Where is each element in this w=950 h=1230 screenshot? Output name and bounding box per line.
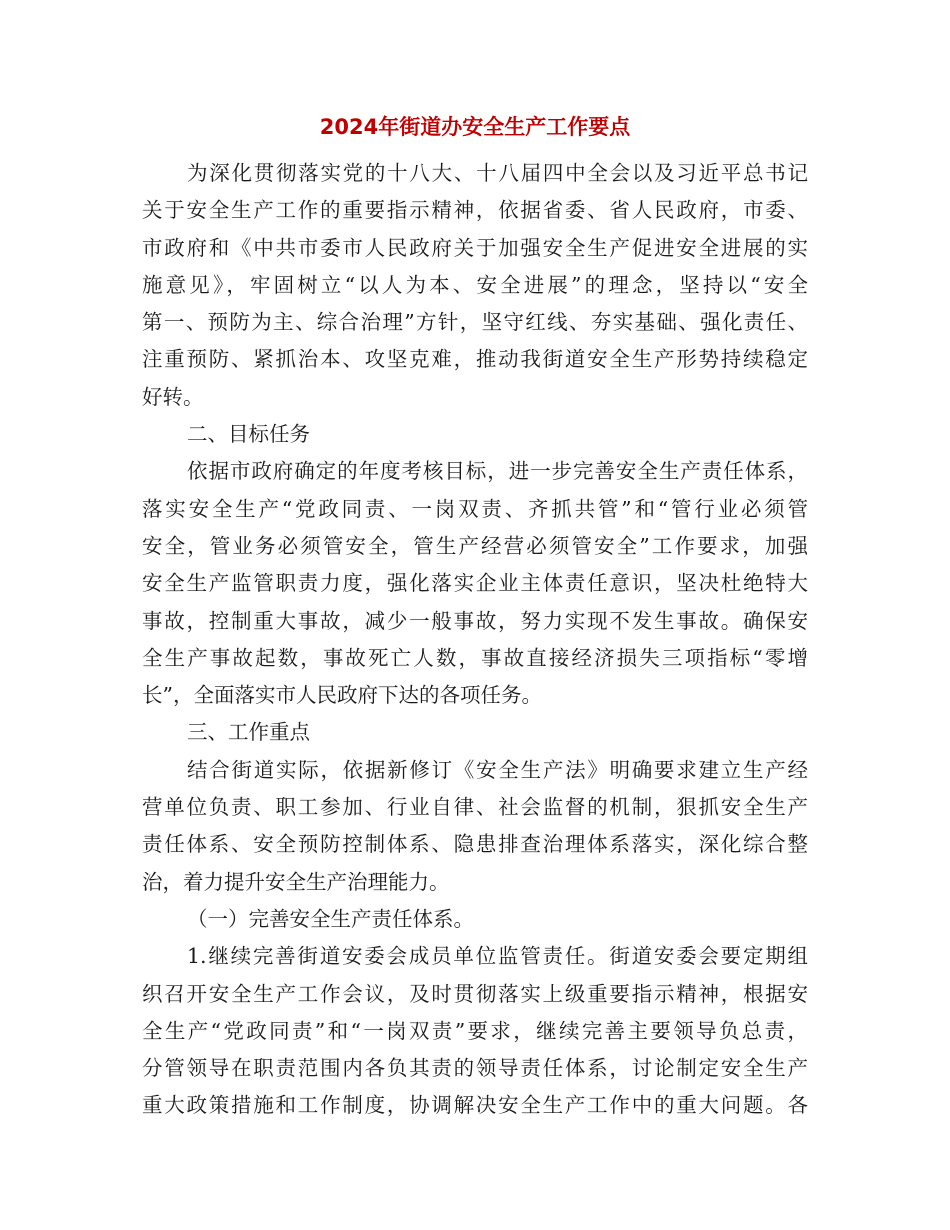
text-line: 为深化贯彻落实党的十八大、十八届四中全会以及习近平总书记 <box>187 161 808 185</box>
text-line: 全生产“党政同责”和“一岗双责”要求，继续完善主要领导负总责， <box>142 1018 808 1043</box>
text-line: 事故，控制重大事故，减少一般事故，努力实现不发生事故。确保安 <box>142 608 808 633</box>
text-line: 重大政策措施和工作制度，协调解决安全生产工作中的重大问题。各 <box>142 1093 808 1118</box>
text-line: 好转。 <box>142 384 204 409</box>
document-body <box>142 155 808 1125</box>
text-line: 三、工作重点 <box>187 720 310 745</box>
text-line: 分管领导在职责范围内各负其责的领导责任体系，讨论制定安全生产 <box>142 1056 808 1081</box>
text-line: 营单位负责、职工参加、行业自律、社会监督的机制，狠抓安全生产 <box>142 795 808 820</box>
text-line: 市政府和《中共市委市人民政府关于加强安全生产促进安全进展的实 <box>142 235 808 260</box>
text-line: 安全，管业务必须管安全，管生产经营必须管安全”工作要求，加强 <box>142 533 808 558</box>
text-line: 全生产事故起数，事故死亡人数，事故直接经济损失三项指标“零增 <box>142 645 808 670</box>
text-line: 二、目标任务 <box>187 422 310 447</box>
text-line: 1.继续完善街道安委会成员单位监管责任。街道安委会要定期组 <box>187 944 808 969</box>
document-title: 2024年街道办安全生产工作要点 <box>319 115 631 139</box>
text-line: （一）完善安全生产责任体系。 <box>187 906 474 931</box>
text-line: 织召开安全生产工作会议，及时贯彻落实上级重要指示精神，根据安 <box>142 981 808 1006</box>
text-line: 安全生产监管职责力度，强化落实企业主体责任意识，坚决杜绝特大 <box>142 571 808 596</box>
text-line: 治，着力提升安全生产治理能力。 <box>142 869 450 894</box>
text-line: 结合街道实际，依据新修订《安全生产法》明确要求建立生产经 <box>187 757 808 782</box>
text-line: 注重预防、紧抓治本、攻坚克难，推动我街道安全生产形势持续稳定 <box>142 347 808 372</box>
text-line: 第一、预防为主、综合治理”方针，坚守红线、夯实基础、强化责任、 <box>142 310 808 335</box>
text-line: 责任体系、安全预防控制体系、隐患排查治理体系落实，深化综合整 <box>142 832 808 857</box>
text-line: 施意见》，牢固树立“以人为本、安全进展”的理念，坚持以“安全 <box>142 272 808 297</box>
text-line: 长”，全面落实市人民政府下达的各项任务。 <box>142 683 542 708</box>
text-line: 落实安全生产“党政同责、一岗双责、齐抓共管”和“管行业必须管 <box>142 496 808 521</box>
text-line: 依据市政府确定的年度考核目标，进一步完善安全生产责任体系， <box>187 459 808 484</box>
text-line: 关于安全生产工作的重要指示精神，依据省委、省人民政府，市委、 <box>142 198 808 223</box>
